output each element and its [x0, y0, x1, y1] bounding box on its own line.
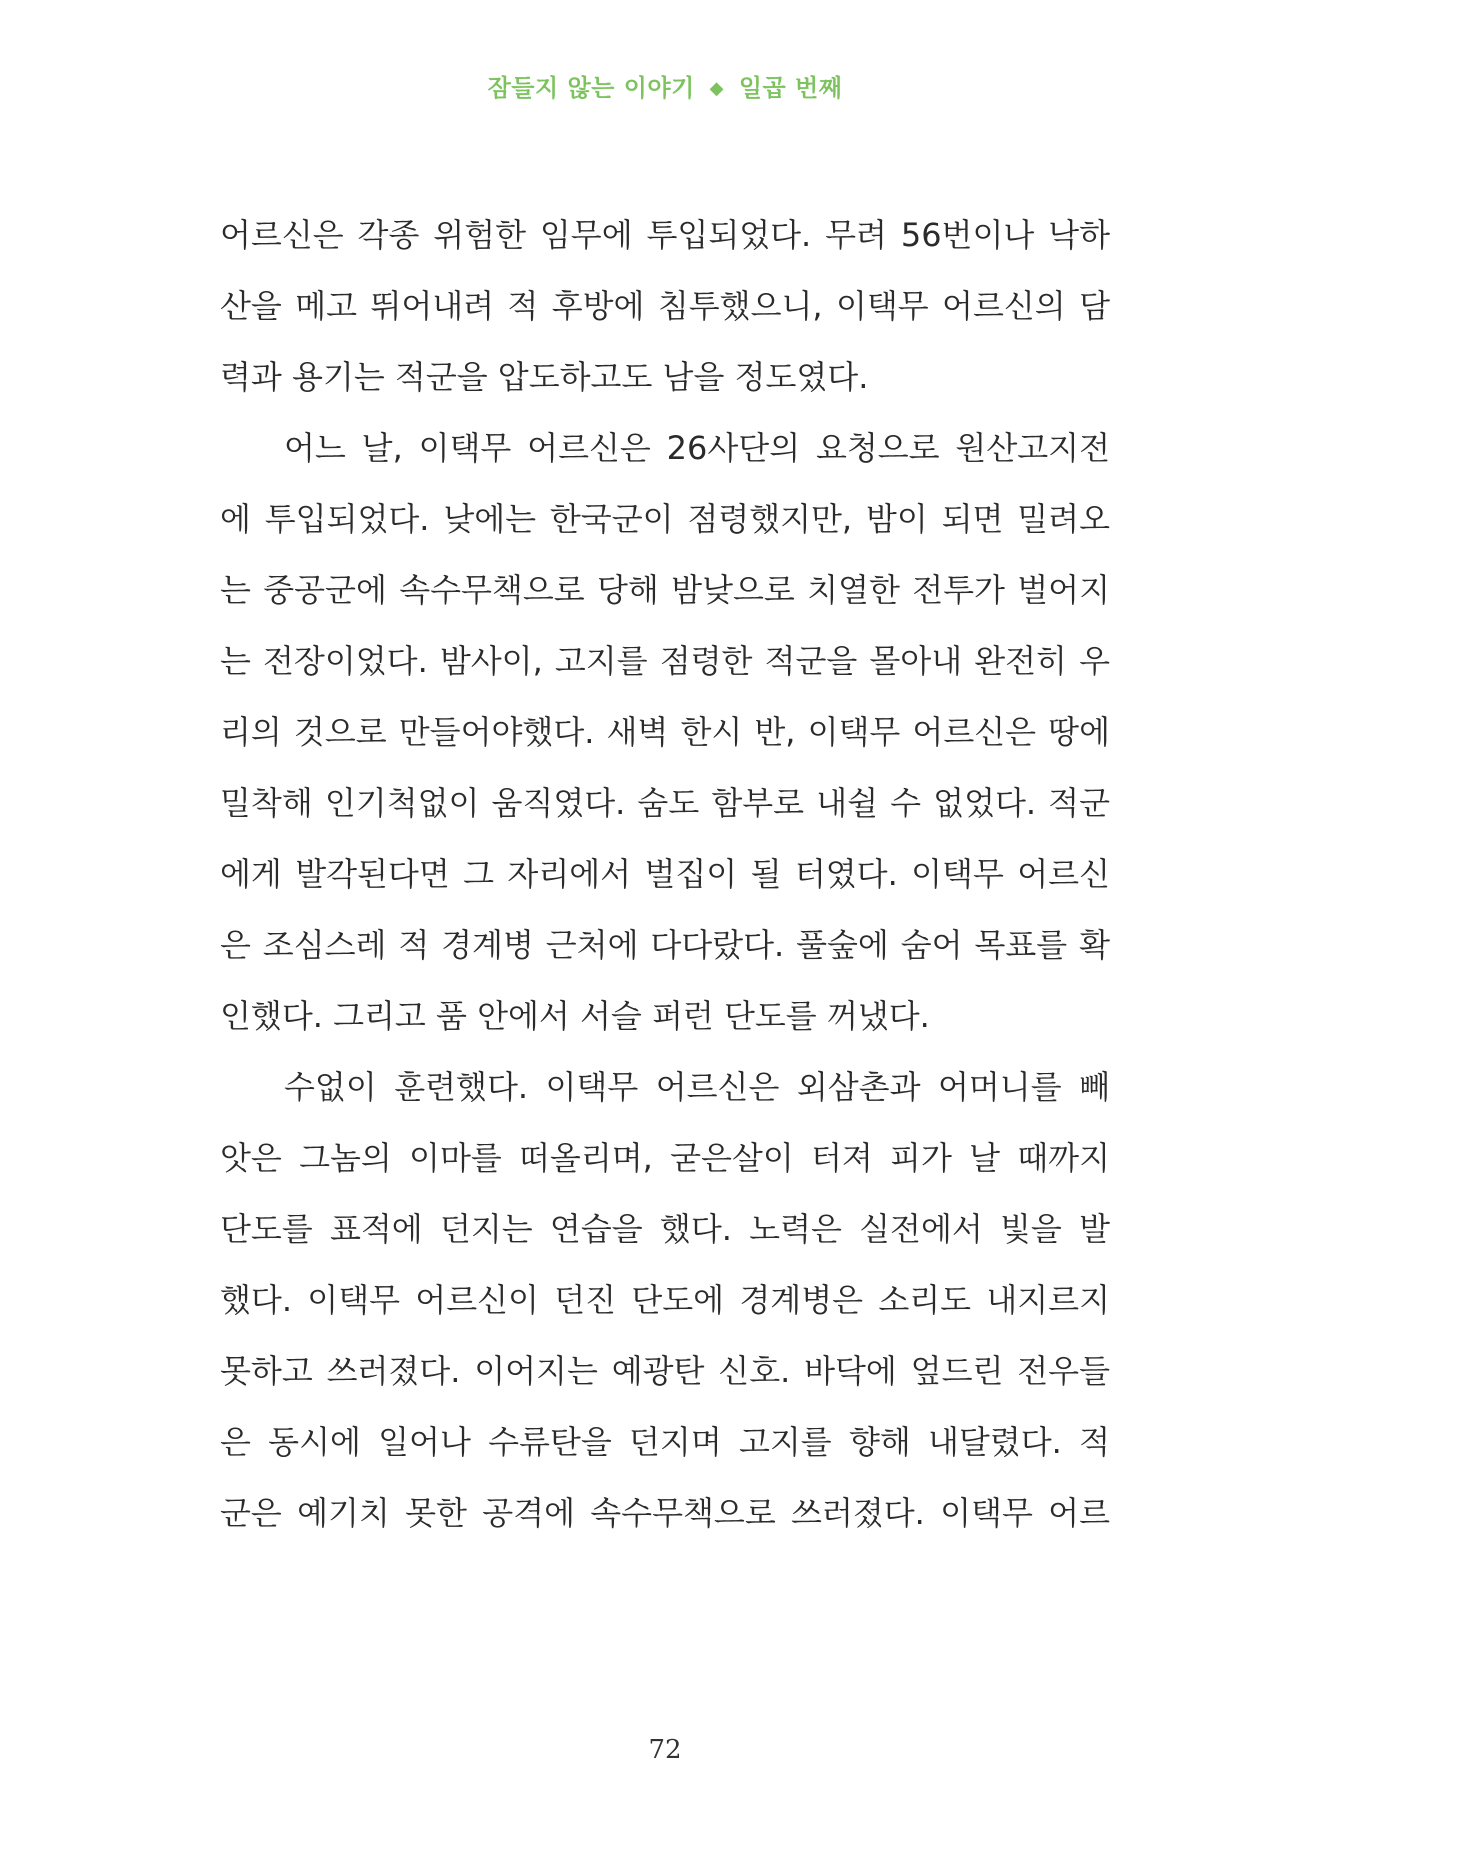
body-text — [220, 200, 1110, 1549]
text-line: 력과 용기는 적군을 압도하고도 남을 정도였다. — [220, 358, 869, 396]
running-header — [0, 68, 1330, 103]
text-line: 은 동시에 일어나 수류탄을 던지며 고지를 향해 내달렸다. 적 — [220, 1423, 1110, 1461]
text-line: 에게 발각된다면 그 자리에서 벌집이 될 터였다. 이택무 어르신 — [220, 855, 1110, 893]
text-line: 는 중공군에 속수무책으로 당해 밤낮으로 치열한 전투가 벌어지 — [220, 571, 1110, 609]
text-line: 산을 메고 뛰어내려 적 후방에 침투했으니, 이택무 어르신의 담 — [220, 287, 1110, 325]
chapter-title: 일곱 번째 — [738, 73, 843, 102]
book-title: 잠들지 않는 이야기 — [487, 73, 695, 102]
text-line: 못하고 쓰러졌다. 이어지는 예광탄 신호. 바닥에 엎드린 전우들 — [220, 1352, 1110, 1390]
text-line: 밀착해 인기척없이 움직였다. 숨도 함부로 내쉴 수 없었다. 적군 — [220, 784, 1110, 822]
text-line: 했다. 이택무 어르신이 던진 단도에 경계병은 소리도 내지르지 — [220, 1281, 1110, 1319]
text-line: 어르신은 각종 위험한 임무에 투입되었다. 무려 56번이나 낙하 — [220, 216, 1110, 254]
text-line: 에 투입되었다. 낮에는 한국군이 점령했지만, 밤이 되면 밀려오 — [220, 500, 1110, 538]
text-line: 어느 날, 이택무 어르신은 26사단의 요청으로 원산고지전 — [284, 429, 1110, 467]
text-line: 군은 예기치 못한 공격에 속수무책으로 쓰러졌다. 이택무 어르 — [220, 1494, 1110, 1532]
diamond-icon: ◆ — [709, 78, 724, 99]
page-number: 72 — [648, 1735, 682, 1765]
text-line: 수없이 훈련했다. 이택무 어르신은 외삼촌과 어머니를 빼 — [284, 1068, 1110, 1106]
text-line: 은 조심스레 적 경계병 근처에 다다랐다. 풀숲에 숨어 목표를 확 — [220, 926, 1110, 964]
text-line: 는 전장이었다. 밤사이, 고지를 점령한 적군을 몰아내 완전히 우 — [220, 642, 1110, 680]
text-line: 리의 것으로 만들어야했다. 새벽 한시 반, 이택무 어르신은 땅에 — [220, 713, 1110, 751]
text-line: 단도를 표적에 던지는 연습을 했다. 노력은 실전에서 빛을 발 — [220, 1210, 1110, 1248]
text-line: 앗은 그놈의 이마를 떠올리며, 굳은살이 터져 피가 날 때까지 — [220, 1139, 1110, 1177]
text-line: 인했다. 그리고 품 안에서 서슬 퍼런 단도를 꺼냈다. — [220, 997, 930, 1035]
